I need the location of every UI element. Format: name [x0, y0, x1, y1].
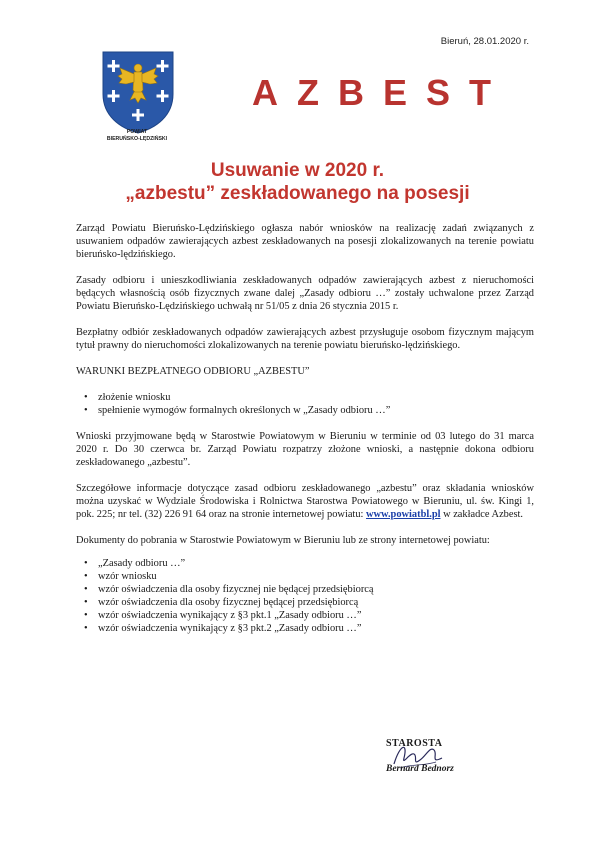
paragraph-documents-intro: Dokumenty do pobrania w Starostwie Powiatowym w Bieruniu lub ze strony internetowej powiatu: — [76, 535, 490, 546]
list-item: • spełnienie wymogów formalnych określonych w „Zasady odbioru …” — [98, 404, 534, 417]
list-item: • wzór wniosku — [98, 570, 534, 583]
county-website-link[interactable]: www.powiatbl.pl — [366, 509, 441, 520]
signatory-name: Bernard Bednorz — [386, 764, 454, 774]
crest-caption: POWIAT BIERUŃSKO-LĘDZIŃSKI — [106, 129, 168, 142]
list-item: • złożenie wniosku — [98, 391, 534, 404]
conditions-list — [76, 391, 534, 417]
list-item: • wzór oświadczenia dla osoby fizycznej nie będącej przedsiębiorcą — [98, 583, 534, 596]
list-item: • wzór oświadczenia wynikający z §3 pkt.1 „Zasady odbioru …” — [98, 609, 534, 622]
list-item: • „Zasady odbioru …” — [98, 557, 534, 570]
signatory-title: STAROSTA — [386, 738, 443, 749]
paragraph-announcement: Zarząd Powiatu Bieruńsko-Lędzińskiego ogłasza nabór wniosków na realizację zadań związanych z usuwaniem odpadów zawierających azbest zeskładowanych na posesji zlokalizowanych na terenie powiatu bieruńsko-lędzińskiego. — [76, 223, 534, 260]
azbest-heading: AZBEST — [252, 72, 510, 113]
paragraph-deadlines: Wnioski przyjmowane będą w Starostwie Powiatowym w Bieruniu w terminie od 03 lutego do 31 marca 2020 r. Do 30 czerwca br. Zarząd Powiatu rozpatrzy złożone wnioski, a następnie dokona odbioru zeskładowanego „azbestu”. — [76, 431, 534, 468]
list-item: • wzór oświadczenia dla osoby fizycznej będącej przedsiębiorcą — [98, 596, 534, 609]
documents-list — [76, 557, 534, 635]
conditions-heading: WARUNKI BEZPŁATNEGO ODBIORU „AZBESTU” — [76, 366, 310, 377]
main-title-line2: „azbestu” zeskładowanego na posesji — [125, 183, 470, 204]
document-body — [76, 222, 534, 648]
main-title-line1: Usuwanie w 2020 r. — [210, 160, 385, 181]
document-date: Bieruń, 28.01.2020 r. — [440, 36, 529, 47]
paragraph-eligibility: Bezpłatny odbiór zeskładowanych odpadów zawierających azbest przysługuje osobom fizycznym mającym tytuł prawny do nieruchomości zlokalizowanych na terenie powiatu bieruńsko-lędzińskiego. — [76, 327, 534, 351]
paragraph-rules: Zasady odbioru i unieszkodliwiania zeskładowanych odpadów zawierających azbest z nieruchomości będących własnością osób fizycznych zwane dalej „Zasady odbioru …” zostały uchwalone przez Zarząd Powiatu Bieruńsko-Lędzińskiego uchwałą nr 51/05 z dnia 26 stycznia 2015 r. — [76, 275, 534, 312]
list-item: • wzór oświadczenia wynikający z §3 pkt.2 „Zasady odbioru …” — [98, 622, 534, 635]
paragraph-contact: Szczegółowe informacje dotyczące zasad odbioru zeskładowanego „azbestu” oraz składania wniosków można uzyskać w Wydziale Środowiska i Rolnictwa Starostwa Powiatowego w Bieruniu, ul. św. Kingi 1, pok. 225; nr tel. (32) 226 91 64 oraz na stronie internetowej powiatu: www.powiatbl.pl w zakładce Azbest. — [76, 483, 534, 520]
county-coat-of-arms-icon — [100, 50, 176, 134]
signature-block — [386, 738, 486, 774]
